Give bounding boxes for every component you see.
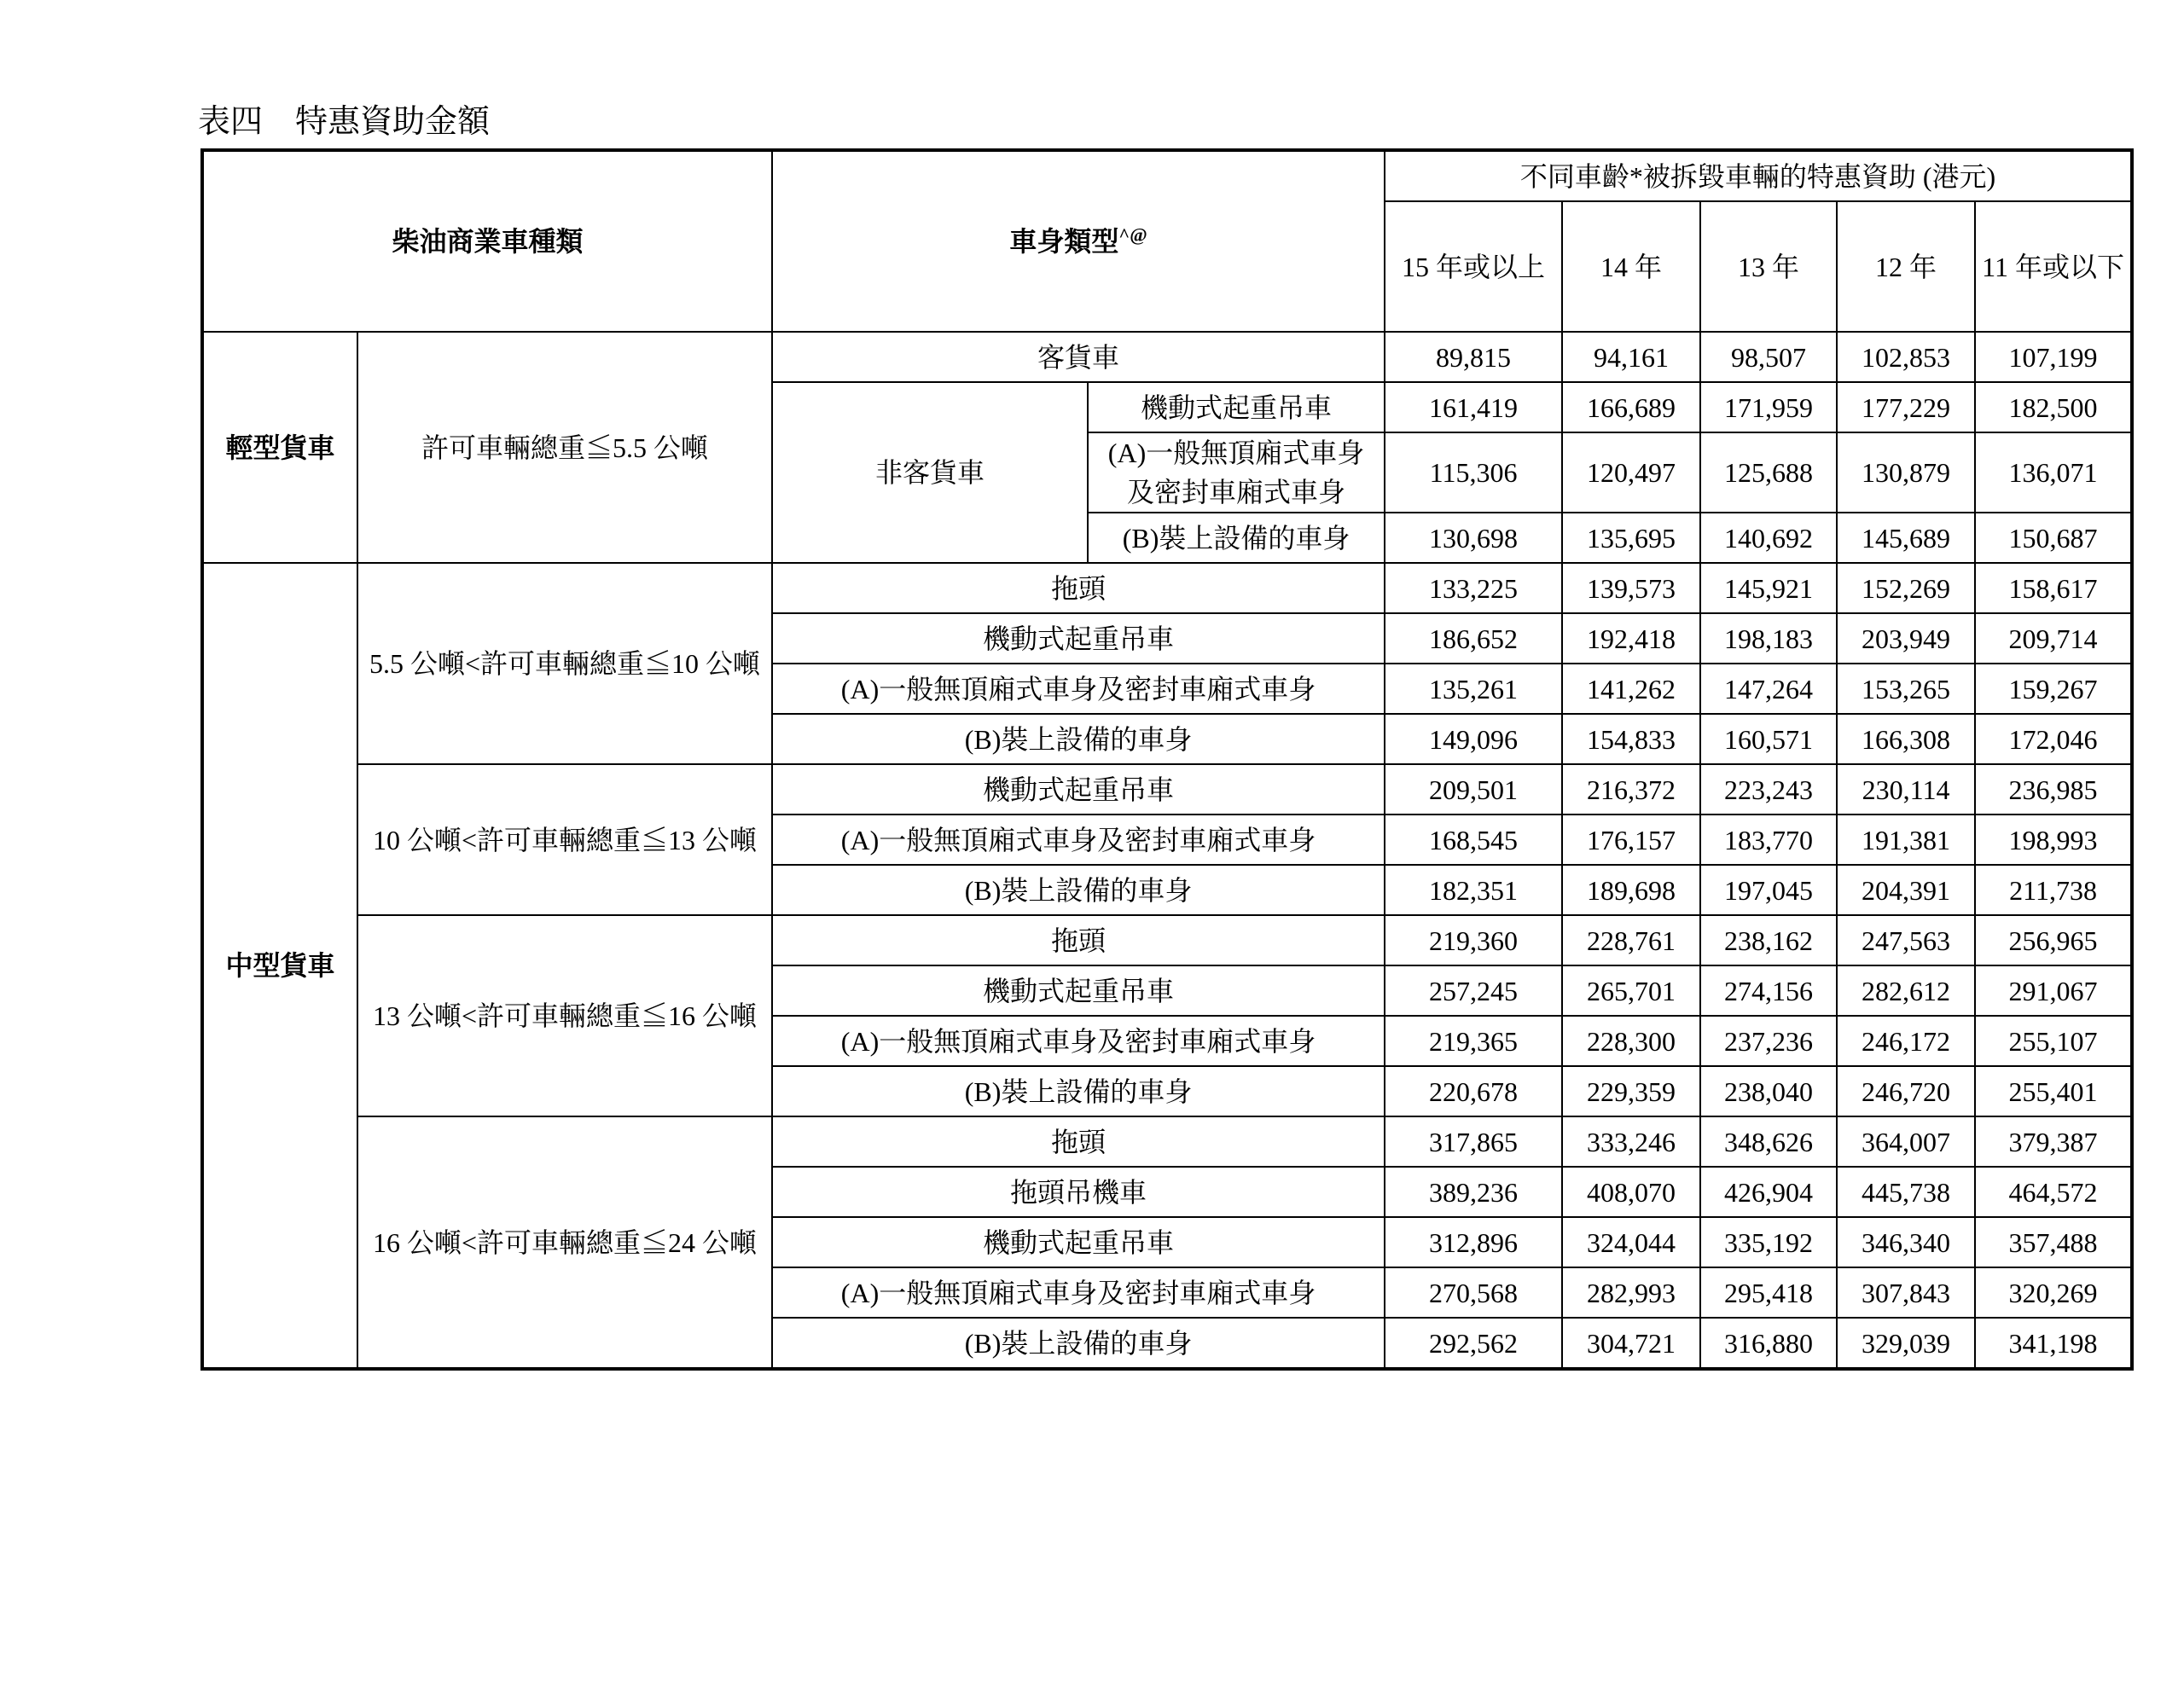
value-cell: 317,865 <box>1385 1116 1562 1167</box>
value-cell: 154,833 <box>1562 714 1700 764</box>
value-cell: 216,372 <box>1562 764 1700 815</box>
header-body-type: 車身類型^@ <box>772 150 1385 332</box>
grant-table <box>200 148 2134 1371</box>
value-cell: 246,720 <box>1837 1066 1975 1116</box>
body-type: (B)裝上設備的車身 <box>772 1318 1385 1369</box>
value-cell: 98,507 <box>1700 332 1837 382</box>
value-cell: 160,571 <box>1700 714 1837 764</box>
value-cell: 320,269 <box>1975 1267 2132 1318</box>
value-cell: 346,340 <box>1837 1217 1975 1267</box>
body-type: 機動式起重吊車 <box>772 1217 1385 1267</box>
value-cell: 89,815 <box>1385 332 1562 382</box>
value-cell: 348,626 <box>1700 1116 1837 1167</box>
value-cell: 130,698 <box>1385 513 1562 563</box>
header-body-type-sup: ^@ <box>1118 223 1147 246</box>
value-cell: 270,568 <box>1385 1267 1562 1318</box>
value-cell: 203,949 <box>1837 613 1975 664</box>
value-cell: 324,044 <box>1562 1217 1700 1267</box>
value-cell: 312,896 <box>1385 1217 1562 1267</box>
body-type: (A)一般無頂廂式車身及密封車廂式車身 <box>772 1267 1385 1318</box>
value-cell: 153,265 <box>1837 664 1975 714</box>
value-cell: 229,359 <box>1562 1066 1700 1116</box>
value-cell: 295,418 <box>1700 1267 1837 1318</box>
value-cell: 209,501 <box>1385 764 1562 815</box>
value-cell: 120,497 <box>1562 432 1700 513</box>
value-cell: 125,688 <box>1700 432 1837 513</box>
body-type: 機動式起重吊車 <box>772 965 1385 1016</box>
value-cell: 172,046 <box>1975 714 2132 764</box>
value-cell: 247,563 <box>1837 915 1975 965</box>
table-row <box>202 332 2132 382</box>
table-row <box>202 563 2132 613</box>
value-cell: 307,843 <box>1837 1267 1975 1318</box>
value-cell: 141,262 <box>1562 664 1700 714</box>
body-type: 拖頭 <box>772 563 1385 613</box>
body-type: (B)裝上設備的車身 <box>772 865 1385 915</box>
value-cell: 145,921 <box>1700 563 1837 613</box>
value-cell: 168,545 <box>1385 815 1562 865</box>
value-cell: 171,959 <box>1700 382 1837 432</box>
value-cell: 191,381 <box>1837 815 1975 865</box>
value-cell: 139,573 <box>1562 563 1700 613</box>
value-cell: 228,300 <box>1562 1016 1700 1066</box>
value-cell: 152,269 <box>1837 563 1975 613</box>
value-cell: 341,198 <box>1975 1318 2132 1369</box>
value-cell: 102,853 <box>1837 332 1975 382</box>
body-type: 機動式起重吊車 <box>1088 382 1385 432</box>
value-cell: 256,965 <box>1975 915 2132 965</box>
value-cell: 357,488 <box>1975 1217 2132 1267</box>
table-row <box>202 764 2132 815</box>
value-cell: 149,096 <box>1385 714 1562 764</box>
value-cell: 176,157 <box>1562 815 1700 865</box>
value-cell: 159,267 <box>1975 664 2132 714</box>
value-cell: 130,879 <box>1837 432 1975 513</box>
value-cell: 135,695 <box>1562 513 1700 563</box>
value-cell: 182,351 <box>1385 865 1562 915</box>
body-type: (A)一般無頂廂式車身及密封車廂式車身 <box>772 1016 1385 1066</box>
value-cell: 274,156 <box>1700 965 1837 1016</box>
value-cell: 282,993 <box>1562 1267 1700 1318</box>
value-cell: 107,199 <box>1975 332 2132 382</box>
table-title: 表四 特惠資助金額 <box>198 104 491 140</box>
header-age-14: 14 年 <box>1562 201 1700 332</box>
body-type: 拖頭吊機車 <box>772 1167 1385 1217</box>
header-age-11: 11 年或以下 <box>1975 201 2132 332</box>
value-cell: 192,418 <box>1562 613 1700 664</box>
weight-class: 5.5 公噸<許可車輛總重≦10 公噸 <box>357 563 772 764</box>
value-cell: 186,652 <box>1385 613 1562 664</box>
value-cell: 220,678 <box>1385 1066 1562 1116</box>
body-type: (A)一般無頂廂式車身 及密封車廂式車身 <box>1088 432 1385 513</box>
body-type: (B)裝上設備的車身 <box>772 714 1385 764</box>
value-cell: 379,387 <box>1975 1116 2132 1167</box>
value-cell: 257,245 <box>1385 965 1562 1016</box>
body-type: (B)裝上設備的車身 <box>772 1066 1385 1116</box>
value-cell: 329,039 <box>1837 1318 1975 1369</box>
value-cell: 197,045 <box>1700 865 1837 915</box>
value-cell: 135,261 <box>1385 664 1562 714</box>
body-type: (B)裝上設備的車身 <box>1088 513 1385 563</box>
value-cell: 291,067 <box>1975 965 2132 1016</box>
value-cell: 445,738 <box>1837 1167 1975 1217</box>
value-cell: 150,687 <box>1975 513 2132 563</box>
body-type: 機動式起重吊車 <box>772 764 1385 815</box>
value-cell: 426,904 <box>1700 1167 1837 1217</box>
header-age-13: 13 年 <box>1700 201 1837 332</box>
value-cell: 133,225 <box>1385 563 1562 613</box>
value-cell: 182,500 <box>1975 382 2132 432</box>
value-cell: 219,365 <box>1385 1016 1562 1066</box>
header-age-15: 15 年或以上 <box>1385 201 1562 332</box>
body-type: 拖頭 <box>772 1116 1385 1167</box>
value-cell: 136,071 <box>1975 432 2132 513</box>
value-cell: 223,243 <box>1700 764 1837 815</box>
value-cell: 238,162 <box>1700 915 1837 965</box>
non-goods-label: 非客貨車 <box>772 382 1088 563</box>
body-type: (A)一般無頂廂式車身及密封車廂式車身 <box>772 815 1385 865</box>
value-cell: 236,985 <box>1975 764 2132 815</box>
value-cell: 219,360 <box>1385 915 1562 965</box>
value-cell: 198,993 <box>1975 815 2132 865</box>
value-cell: 237,236 <box>1700 1016 1837 1066</box>
value-cell: 211,738 <box>1975 865 2132 915</box>
header-age-12: 12 年 <box>1837 201 1975 332</box>
header-vehicle-class: 柴油商業車種類 <box>202 150 772 332</box>
value-cell: 115,306 <box>1385 432 1562 513</box>
value-cell: 389,236 <box>1385 1167 1562 1217</box>
value-cell: 228,761 <box>1562 915 1700 965</box>
value-cell: 292,562 <box>1385 1318 1562 1369</box>
value-cell: 204,391 <box>1837 865 1975 915</box>
value-cell: 333,246 <box>1562 1116 1700 1167</box>
value-cell: 145,689 <box>1837 513 1975 563</box>
body-type: (A)一般無頂廂式車身及密封車廂式車身 <box>772 664 1385 714</box>
value-cell: 364,007 <box>1837 1116 1975 1167</box>
value-cell: 282,612 <box>1837 965 1975 1016</box>
value-cell: 198,183 <box>1700 613 1837 664</box>
value-cell: 335,192 <box>1700 1217 1837 1267</box>
header-age-group: 不同車齡*被拆毀車輛的特惠資助 (港元) <box>1385 150 2132 201</box>
value-cell: 177,229 <box>1837 382 1975 432</box>
weight-class: 10 公噸<許可車輛總重≦13 公噸 <box>357 764 772 915</box>
value-cell: 408,070 <box>1562 1167 1700 1217</box>
value-cell: 140,692 <box>1700 513 1837 563</box>
value-cell: 255,107 <box>1975 1016 2132 1066</box>
body-type: 拖頭 <box>772 915 1385 965</box>
value-cell: 147,264 <box>1700 664 1837 714</box>
body-type: 客貨車 <box>772 332 1385 382</box>
body-type: 機動式起重吊車 <box>772 613 1385 664</box>
value-cell: 464,572 <box>1975 1167 2132 1217</box>
group-light: 輕型貨車 <box>202 332 357 563</box>
table-row <box>202 1116 2132 1167</box>
weight-class: 13 公噸<許可車輛總重≦16 公噸 <box>357 915 772 1116</box>
value-cell: 166,689 <box>1562 382 1700 432</box>
value-cell: 316,880 <box>1700 1318 1837 1369</box>
value-cell: 209,714 <box>1975 613 2132 664</box>
value-cell: 158,617 <box>1975 563 2132 613</box>
value-cell: 230,114 <box>1837 764 1975 815</box>
weight-class: 許可車輛總重≦5.5 公噸 <box>357 332 772 563</box>
group-medium: 中型貨車 <box>202 563 357 1369</box>
value-cell: 183,770 <box>1700 815 1837 865</box>
value-cell: 238,040 <box>1700 1066 1837 1116</box>
value-cell: 94,161 <box>1562 332 1700 382</box>
value-cell: 161,419 <box>1385 382 1562 432</box>
value-cell: 255,401 <box>1975 1066 2132 1116</box>
weight-class: 16 公噸<許可車輛總重≦24 公噸 <box>357 1116 772 1369</box>
table-row <box>202 915 2132 965</box>
value-cell: 304,721 <box>1562 1318 1700 1369</box>
value-cell: 265,701 <box>1562 965 1700 1016</box>
value-cell: 246,172 <box>1837 1016 1975 1066</box>
value-cell: 189,698 <box>1562 865 1700 915</box>
value-cell: 166,308 <box>1837 714 1975 764</box>
